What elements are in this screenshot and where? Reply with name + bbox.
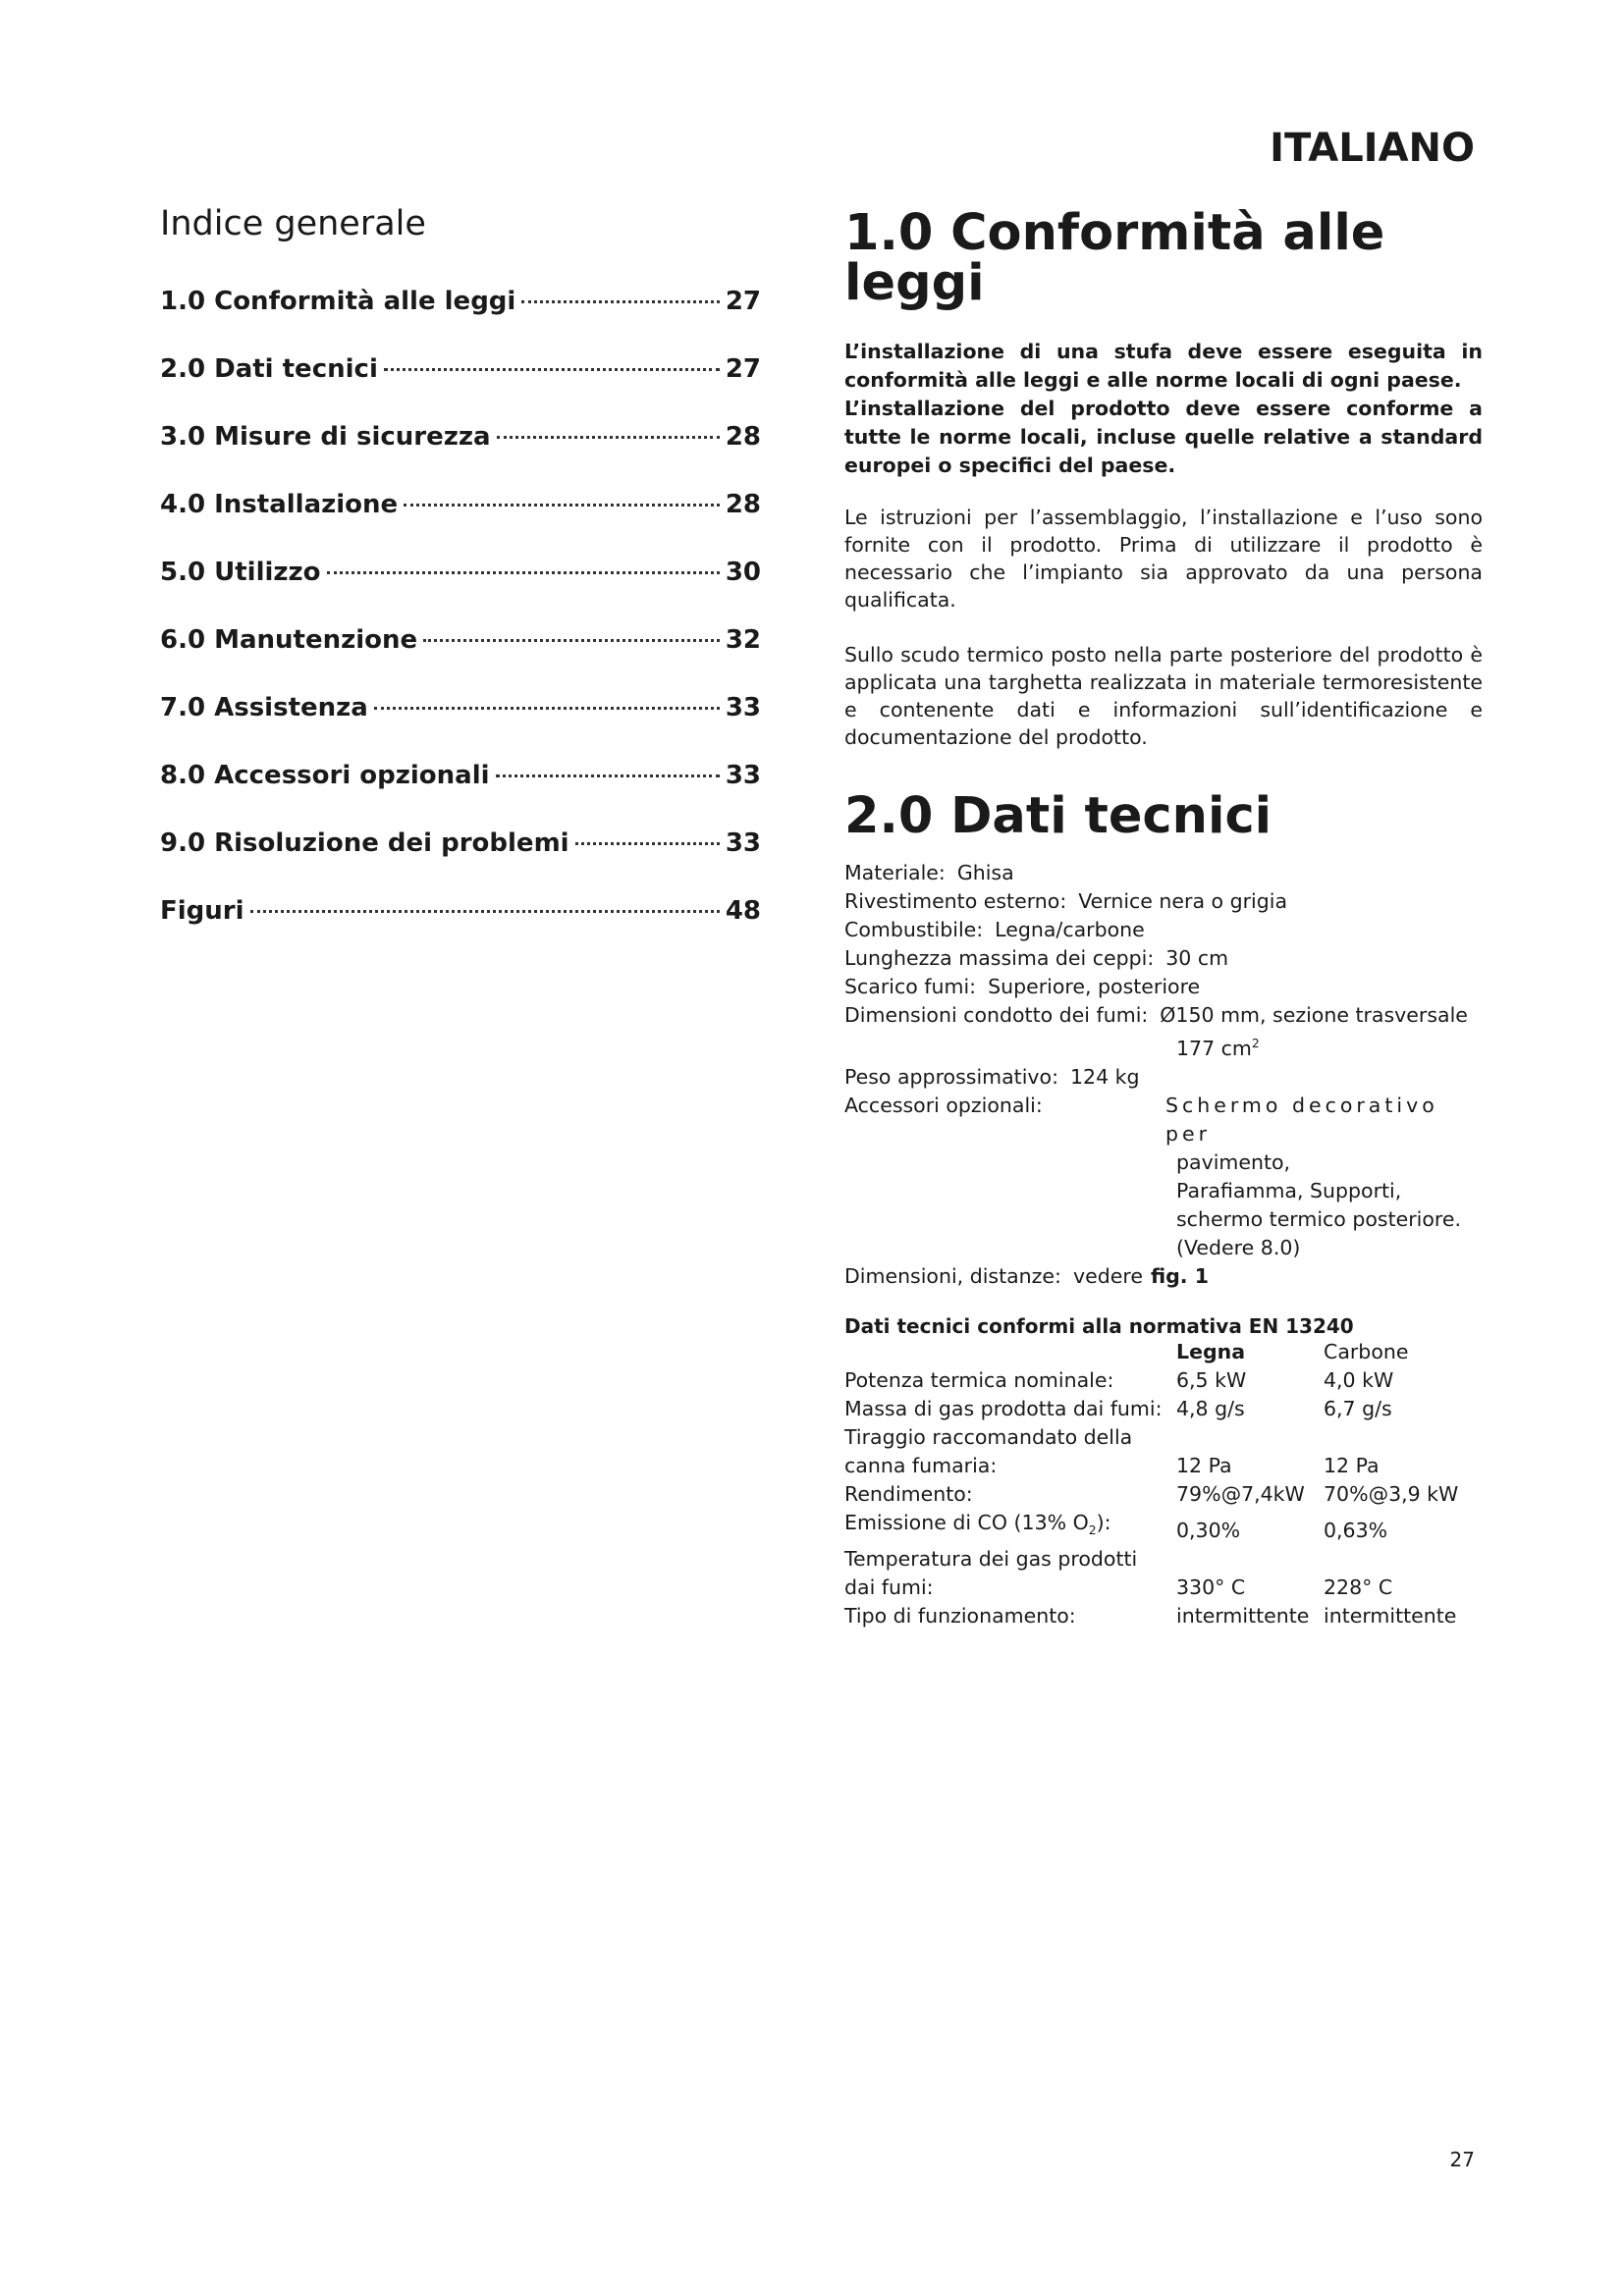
spec-label: Lunghezza massima dei ceppi: <box>844 946 1155 970</box>
spec-label: Accessori opzionali: <box>844 1093 1043 1117</box>
toc-item[interactable] <box>160 422 761 490</box>
toc-item-label: 1.0 Conformità alle leggi <box>160 287 516 316</box>
coal-value: 70%@3,9 kW <box>1324 1481 1459 1506</box>
co-label-close: ): <box>1096 1510 1111 1534</box>
spec-row <box>844 916 1483 944</box>
section-1-paragraph-4: Sullo scudo termico posto nella parte posteriore del prodotto è applicata una targhetta realizzata in materiale termoresistente e contenente dati e informazioni sull’identificazione e documentazione del prodotto. <box>844 643 1483 749</box>
spec-row <box>844 944 1483 973</box>
row-label: Potenza termica nominale: <box>844 1367 1114 1392</box>
spec-value: vedere <box>1072 1263 1143 1288</box>
section-2 <box>844 787 1483 1630</box>
coal-value: 228° C <box>1324 1575 1393 1599</box>
row-label: Tipo di funzionamento: <box>844 1603 1076 1628</box>
spec-row <box>844 1063 1483 1092</box>
wood-value: 6,5 kW <box>1176 1367 1247 1392</box>
toc-item[interactable] <box>160 828 761 896</box>
table-row <box>844 1509 1483 1545</box>
toc-item-page: 48 <box>725 896 761 926</box>
coal-value <box>1324 1423 1483 1452</box>
coal-value: 12 Pa <box>1324 1453 1380 1477</box>
toc-item-page: 28 <box>725 490 761 519</box>
table-row <box>844 1423 1483 1452</box>
spec-value: 124 kg <box>1070 1064 1140 1089</box>
page-number: 27 <box>1449 2148 1475 2171</box>
figure-reference[interactable]: fig. 1 <box>1150 1263 1209 1288</box>
toc-leader <box>496 774 720 777</box>
toc-leader <box>521 299 719 303</box>
wood-value: 4,8 g/s <box>1176 1396 1245 1420</box>
toc-leader <box>327 570 720 574</box>
toc-list <box>160 287 761 964</box>
toc-item[interactable] <box>160 693 761 761</box>
co-label-subscript: 2 <box>1088 1522 1097 1537</box>
toc-item-page: 27 <box>725 287 761 316</box>
toc-item-label: 2.0 Dati tecnici <box>160 354 378 384</box>
toc-leader <box>250 909 720 913</box>
spec-row <box>844 1205 1483 1234</box>
toc-leader <box>404 503 720 507</box>
wood-value <box>1176 1423 1324 1452</box>
column-header-coal: Carbone <box>1324 1339 1409 1363</box>
spec-row <box>844 887 1483 916</box>
spec-value-continued <box>1176 1030 1260 1063</box>
row-label <box>844 1545 1176 1602</box>
section-1-title: 1.0 Conformità alle leggi <box>844 204 1385 312</box>
tech-table-title: Dati tecnici conformi alla normativa EN 13240 <box>844 1313 1354 1338</box>
flue-area-superscript: 2 <box>1251 1037 1260 1050</box>
spec-label: Dimensioni condotto dei fumi: <box>844 1003 1149 1027</box>
spec-value: 30 cm <box>1165 946 1229 970</box>
spec-row <box>844 1030 1483 1063</box>
spec-row <box>844 1177 1483 1205</box>
spec-value: Superiore, posteriore <box>988 975 1201 998</box>
toc-item-page: 27 <box>725 354 761 384</box>
spec-row <box>844 1092 1483 1148</box>
spec-list <box>844 859 1483 1291</box>
column-header-wood: Legna <box>1176 1339 1246 1363</box>
spec-label: Rivestimento esterno: <box>844 889 1067 913</box>
spec-value-continued: schermo termico posteriore. <box>1176 1206 1462 1231</box>
spec-value-continued: pavimento, <box>1176 1149 1291 1174</box>
toc-item-label: 7.0 Assistenza <box>160 693 368 722</box>
spec-row <box>844 1001 1483 1030</box>
spec-row <box>844 1148 1483 1177</box>
toc-item[interactable] <box>160 354 761 422</box>
toc-item-label: 6.0 Manutenzione <box>160 625 418 655</box>
wood-value: 0,30% <box>1176 1518 1241 1542</box>
coal-value: 0,63% <box>1324 1518 1388 1542</box>
spec-value-continued: Parafiamma, Supporti, <box>1176 1178 1402 1202</box>
wood-value: 79%@7,4kW <box>1176 1481 1305 1506</box>
toc-item-page: 33 <box>725 828 761 858</box>
toc-item-page: 33 <box>725 761 761 790</box>
toc-item[interactable] <box>160 558 761 625</box>
row-label <box>844 1509 1176 1545</box>
toc-leader <box>423 638 720 642</box>
spec-label: Combustibile: <box>844 918 984 941</box>
table-row <box>844 1366 1483 1395</box>
toc-item-label: 4.0 Installazione <box>160 490 399 519</box>
spec-row <box>844 973 1483 1001</box>
table-header-row <box>844 1338 1483 1366</box>
spec-value: Ø150 mm, sezione trasversale <box>1160 1003 1468 1027</box>
section-2-title: 2.0 Dati tecnici <box>844 787 1272 845</box>
toc-item[interactable] <box>160 761 761 828</box>
row-label: canna fumaria: <box>844 1453 998 1477</box>
coal-value: 4,0 kW <box>1324 1367 1394 1392</box>
toc-leader <box>384 367 720 371</box>
language-label: ITALIANO <box>1270 126 1475 171</box>
toc-item[interactable] <box>160 896 761 964</box>
row-label-line: dai fumi: <box>844 1575 934 1599</box>
spec-value: Vernice nera o grigia <box>1078 889 1288 913</box>
coal-value: 6,7 g/s <box>1324 1396 1392 1420</box>
coal-value: intermittente <box>1324 1603 1457 1628</box>
spec-value: Ghisa <box>956 861 1014 884</box>
spec-label: Peso approssimativo: <box>844 1064 1058 1089</box>
toc-item-page: 28 <box>725 422 761 452</box>
row-label: Massa di gas prodotta dai fumi: <box>844 1396 1163 1420</box>
table-row <box>844 1602 1483 1630</box>
spec-value-continued: (Vedere 8.0) <box>1176 1235 1301 1259</box>
table-header-spacer <box>844 1338 1176 1366</box>
spec-value: Legna/carbone <box>995 918 1145 941</box>
wood-value: 330° C <box>1176 1575 1246 1599</box>
row-label: Rendimento: <box>844 1481 973 1506</box>
toc-item-label: 8.0 Accessori opzionali <box>160 761 490 790</box>
table-row <box>844 1480 1483 1509</box>
toc-item-label: 9.0 Risoluzione dei problemi <box>160 828 569 858</box>
toc-item[interactable] <box>160 490 761 558</box>
toc-item-page: 33 <box>725 693 761 722</box>
section-1 <box>844 204 1483 751</box>
co-label-text: Emissione di CO (13% O <box>844 1510 1089 1534</box>
table-row <box>844 1545 1483 1602</box>
toc-item[interactable] <box>160 625 761 693</box>
toc-leader <box>497 435 720 439</box>
section-1-bold-paragraph-1: L’installazione di una stufa deve essere eseguita in conformità alle leggi e alle norme locali di ogni paese. <box>844 340 1483 392</box>
spec-value: Schermo decorativo per <box>1164 1093 1438 1146</box>
toc-item-label: 3.0 Misure di sicurezza <box>160 422 491 452</box>
row-label-line: Temperatura dei gas prodotti <box>844 1546 1138 1571</box>
spec-row <box>844 1262 1483 1291</box>
toc-item-label: Figuri <box>160 896 244 926</box>
spec-row <box>844 1234 1483 1262</box>
flue-area-value: 177 cm <box>1176 1036 1252 1060</box>
row-label: Tiraggio raccomandato della <box>844 1424 1133 1449</box>
toc-item-label: 5.0 Utilizzo <box>160 558 321 587</box>
spec-label: Scarico fumi: <box>844 975 977 998</box>
toc-leader <box>374 706 720 710</box>
toc-item-page: 30 <box>725 558 761 587</box>
wood-value: 12 Pa <box>1176 1453 1232 1477</box>
table-row <box>844 1395 1483 1423</box>
spec-label: Materiale: <box>844 861 946 884</box>
toc-item-page: 32 <box>725 625 761 655</box>
section-1-bold-paragraph-2: L’installazione del prodotto deve essere conforme a tutte le norme locali, incluse quelle relative a standard europei o specifici del paese. <box>844 397 1483 477</box>
section-1-paragraph-3: Le istruzioni per l’assemblaggio, l’installazione e l’uso sono fornite con il prodotto. Prima di utilizzare il prodotto è necessario che l’impianto sia approvato da una persona qualificata. <box>844 506 1483 612</box>
wood-value: intermittente <box>1176 1603 1310 1628</box>
toc-title: Indice generale <box>160 204 426 243</box>
toc-leader <box>575 841 720 845</box>
tech-table <box>844 1338 1483 1630</box>
spec-label: Dimensioni, distanze: <box>844 1263 1061 1288</box>
table-row <box>844 1452 1483 1480</box>
toc-item[interactable] <box>160 287 761 354</box>
spec-row <box>844 859 1483 887</box>
